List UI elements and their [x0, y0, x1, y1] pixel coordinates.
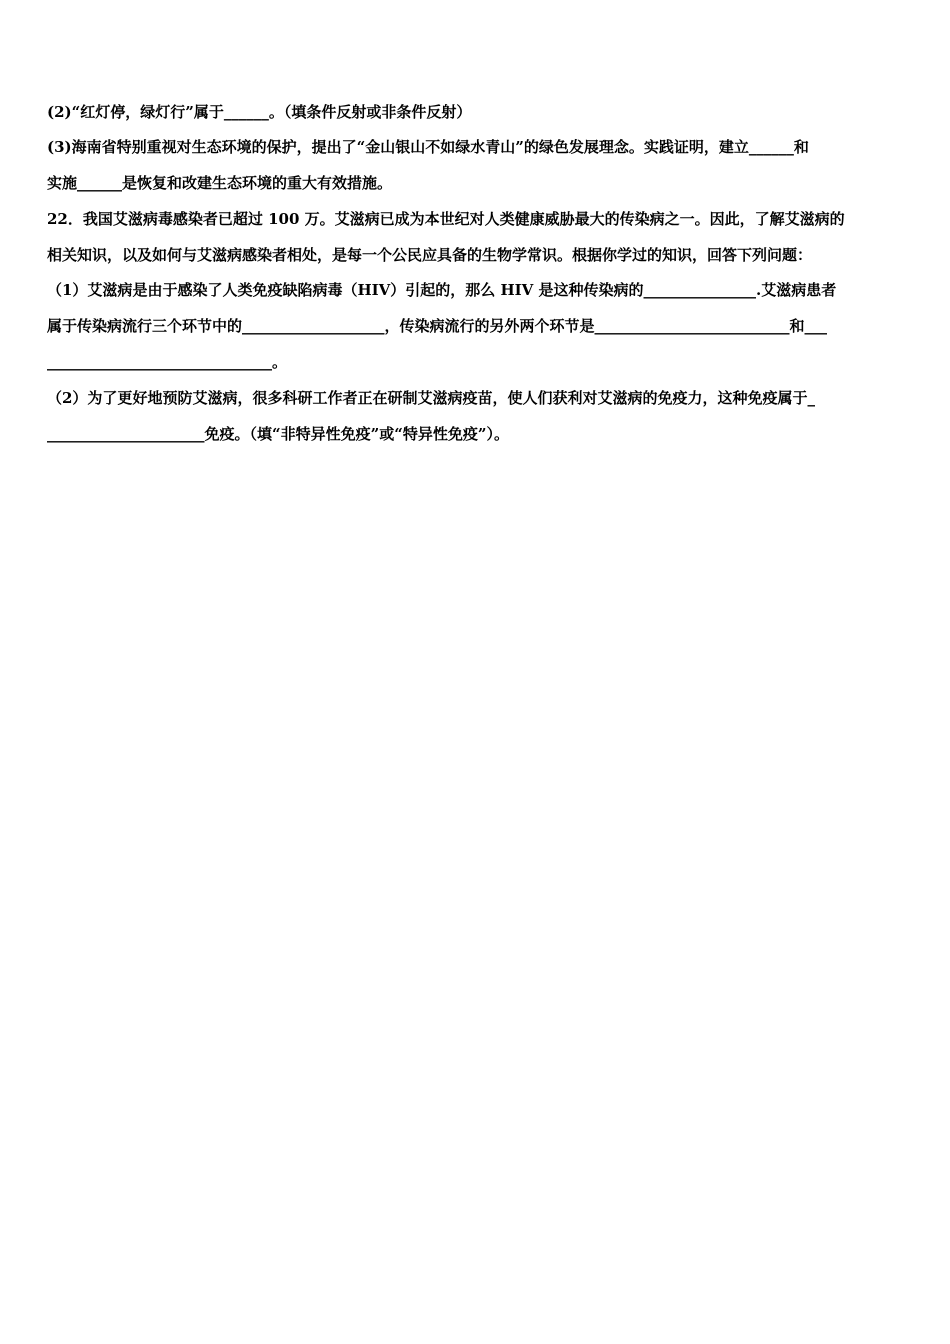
question-21-part-3-line-1: (3)海南省特别重视对生态环境的保护，提出了“金山银山不如绿水青山”的绿色发展理念。实践证明，建立______和: [47, 138, 809, 156]
question-22-part-1-line-3: ______________________________。: [47, 353, 288, 371]
question-22-part-1-line-1: （1）艾滋病是由于感染了人类免疫缺陷病毒（HIV）引起的，那么 HIV 是这种传染病的_______________.艾滋病患者: [47, 281, 837, 299]
question-22-part-2-line-2: _____________________免疫。（填“非特异性免疫”或“特异性免疫”）。: [47, 425, 510, 443]
question-21-part-2-line: (2)“红灯停，绿灯行”属于______。（填条件反射或非条件反射）: [47, 103, 472, 121]
question-22-stem-line-1: 22．我国艾滋病毒感染者已超过 100 万。艾滋病已成为本世纪对人类健康威胁最大的传染病之一。因此，了解艾滋病的: [47, 210, 845, 228]
question-22-part-1-line-2: 属于传染病流行三个环节中的___________________，传染病流行的另外两个环节是__________________________和___: [47, 317, 828, 335]
question-22-part-2-line-1: （2）为了更好地预防艾滋病，很多科研工作者正在研制艾滋病疫苗，使人们获利对艾滋病的免疫力，这种免疫属于_: [47, 389, 815, 407]
question-21-part-3-line-2: 实施______是恢复和改建生态环境的重大有效措施。: [47, 174, 393, 192]
question-22-stem-line-2: 相关知识，以及如何与艾滋病感染者相处，是每一个公民应具备的生物学常识。根据你学过的知识，回答下列问题：: [47, 246, 813, 264]
